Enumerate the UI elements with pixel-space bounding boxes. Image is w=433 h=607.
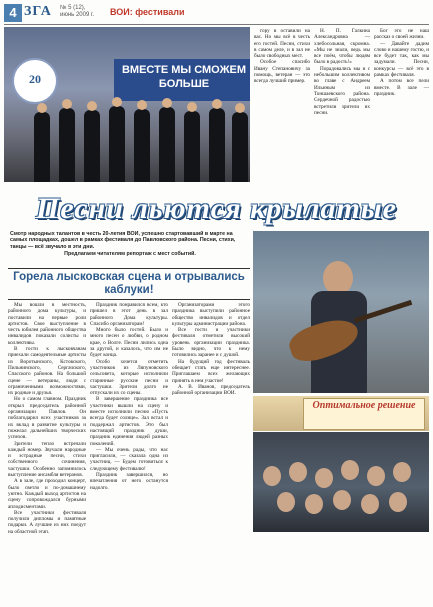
page-number: 4 xyxy=(4,4,22,22)
audience-face xyxy=(393,462,411,482)
audience-face xyxy=(361,494,379,514)
festival-sign-photo xyxy=(253,396,429,431)
performer-head xyxy=(323,261,353,295)
article-lead: Смотр народных талантов в честь 20-летия ВОИ, успешно стартовавший в марте на самых площадках, дошел в рамках фестиваля до Павловского района. Песни, стихи, танцы — всё звучало в эти дни. Предлагаем читателям репортаж с мест событий. xyxy=(10,231,236,257)
audience-face xyxy=(315,468,333,488)
singer-figure xyxy=(159,107,175,182)
choir-photo xyxy=(4,27,250,182)
top-column-1: гору в оставили на вас. Но мы всё в честь его гостей. Песни, стихи в самом деле, и в зал не было свободных мест. Особое спасибо Ивану Степановичу за помощь, ветеран — это всегда лучший пример. xyxy=(254,28,310,85)
page-header xyxy=(0,0,433,26)
audience-photo xyxy=(253,432,429,532)
subheading-rule-bottom xyxy=(8,299,250,300)
issue-info: № 5 (12), июнь 2009 г. xyxy=(60,5,95,18)
top-column-3: Бог это не наш рассказ о своей жизни. — Давайте дадим слово и нашему гостю, и все будет так, как мы задумали. Песни, конкурсы — всё это в рамках фестиваля. А потом все пели вместе. В зале — праздник. xyxy=(374,28,429,97)
audience-face xyxy=(367,466,385,486)
audience-face xyxy=(263,466,281,486)
section-title: ВОИ: фестивали xyxy=(110,7,185,17)
body-column-2: Праздник понравился всем, кто пришел в этот день в зал районного Дома культуры. Спасибо организаторам! Много было гостей. Было и много песен о любви, о родном крае, о Волге. Песни лились одна за другой, и казалось, что им не будет конца. Особо хочется отметить участников из Ляпуновского сельсовета, которые исполнили старинные русские песни и частушки. Зрители долго не отпускали их со сцены. В завершение праздника все участники вышли на сцену и вместе исполнили песню «Пусть всегда будет солнце». Зал встал и поддержал артистов. Это был настоящий праздник души, праздник единения людей разных поколений. — Мы очень рады, что нас пригласили, — сказала одна из участниц. — Будем готовиться к следующему фестивалю! Праздник завершился, но впечатления от него останутся надолго. xyxy=(90,302,168,491)
audience-face xyxy=(389,492,407,512)
newspaper-logo: ЗГА xyxy=(24,4,52,19)
subheading-rule-top xyxy=(8,268,250,269)
stage-banner: ВМЕСТЕ МЫ СМОЖЕМ БОЛЬШЕ xyxy=(114,59,250,101)
header-rule xyxy=(4,24,429,25)
body-column-3: Организаторами этого праздника выступили районное общество инвалидов и отдел культуры администрации района. Все гости и участники фестиваля отметили высокий уровень организации праздника. Было видно, что к нему готовились заранее и с душой. На будущий год фестиваль обещает стать еще интереснее. Приглашаем всех желающих принять в нем участие! А. В. Иванов, председатель районной организации ВОИ. xyxy=(172,302,250,397)
audience-face xyxy=(333,490,351,510)
singer-figure xyxy=(184,111,200,182)
singer-figure xyxy=(134,109,150,182)
singer-figure xyxy=(209,108,225,182)
top-column-2: Н. П. Галкина Александровна — хлебосольная, скромна. «Мы не знали, ведь мы все поём, чтобы людям было в радость!» Порадовались мы и с небольшим коллективом во главе с Андреем Ильиным из Тоншаевского района. Сердечной радостью встретили зрители их песни. xyxy=(314,28,370,116)
singer-figure xyxy=(59,108,75,182)
festival-sign: Оптимальное решение xyxy=(303,398,425,430)
audience-face xyxy=(277,492,295,512)
audience-face xyxy=(305,494,323,514)
article-headline: Песни льются крылатые xyxy=(36,192,397,225)
body-column-1: Мы вошли в местность, районного дома культуры, и поставили на первые роли артистов. Свое выступление в честь юбилея районного общества инвалидов показали солисты и коллективы. В гости к лысковчанам приехали самодеятельные артисты из Воротынского, Кстовского, Пильнинского, Сергачского, Спасского районов. На большой сцене — ветераны, люди с ограниченными возможностями, их родные и друзья. Но о самом главном. Праздник открыл председатель районной организации Павлов. Он поблагодарил всех участников за их вклад в развитие культуры и пожелал дальнейших творческих успехов. Зрители тепло встречали каждый номер. Звучали народные и эстрадные песни, стихи собственного сочинения, частушки. Особенно запомнилось выступление ансамбля ветеранов. А в зале, где проходил концерт, было светло и по-домашнему уютно. Каждый выход артистов на сцену сопровождался бурными аплодисментами. Все участники фестиваля получили дипломы и памятные подарки. А лучшие из них поедут на областной этап. xyxy=(8,302,86,535)
singer-figure xyxy=(109,106,125,182)
singer-figure xyxy=(84,110,100,182)
anniversary-emblem: 20 xyxy=(12,58,58,104)
audience-face xyxy=(341,460,359,480)
singer-figure xyxy=(34,112,50,182)
singer-figure xyxy=(232,112,248,182)
audience-face xyxy=(289,462,307,482)
subheading: Горела лысковская сцена и отрывались каблуки! xyxy=(13,271,245,296)
guitarist-photo xyxy=(253,231,429,393)
